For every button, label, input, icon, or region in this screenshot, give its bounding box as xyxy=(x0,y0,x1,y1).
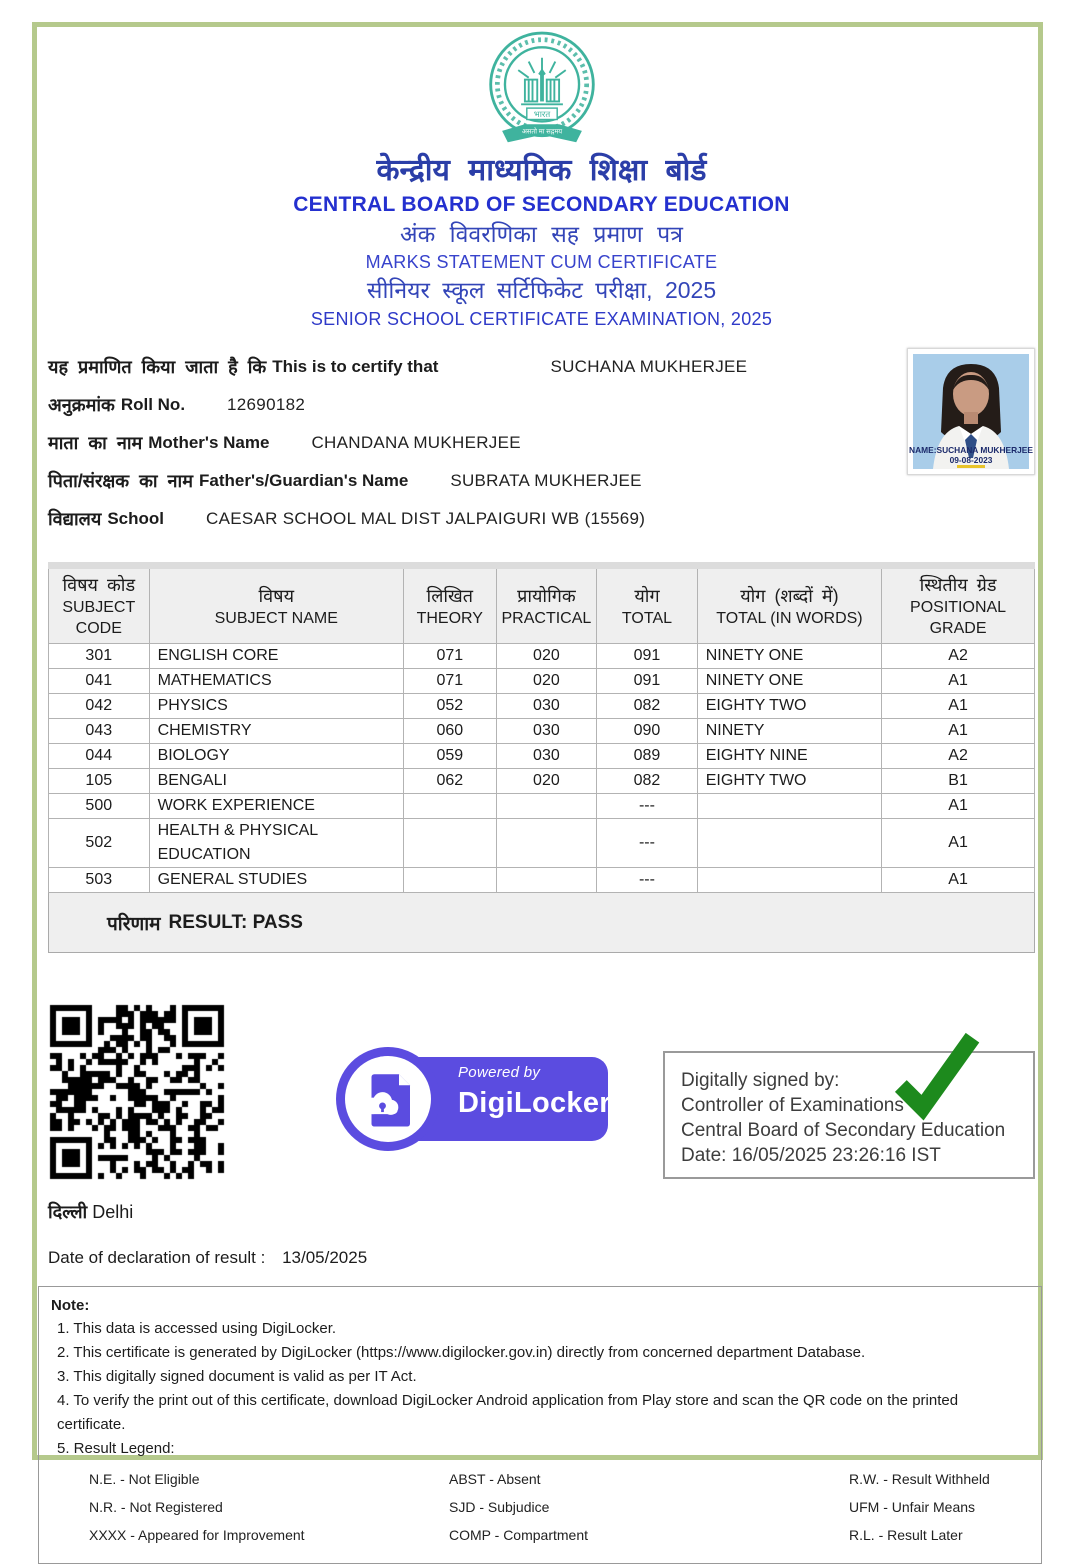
cell-subject-name: GENERAL STUDIES xyxy=(149,868,403,893)
mother-name: CHANDANA MUKHERJEE xyxy=(311,433,521,452)
cell-total-in-words xyxy=(697,819,881,868)
cell-total: --- xyxy=(597,819,698,868)
cell-total-in-words: NINETY ONE xyxy=(697,669,881,694)
school-label-english: School xyxy=(107,509,164,528)
cell-positional-grade: B1 xyxy=(882,769,1035,794)
table-row xyxy=(49,868,1035,893)
student-details xyxy=(48,348,1035,538)
roll-line xyxy=(48,386,1035,424)
exam-title-english: SENIOR SCHOOL CERTIFICATE EXAMINATION, 2025 xyxy=(310,309,773,329)
svg-text:भारत: भारत xyxy=(533,109,550,120)
legend-item: R.W. - Result Withheld xyxy=(849,1471,990,1487)
digilocker-powered-by-label: Powered by xyxy=(458,1064,541,1081)
cell-subject-name: ENGLISH CORE xyxy=(149,644,403,669)
student-name: SUCHANA MUKHERJEE xyxy=(550,357,748,376)
result-label-hindi: परिणाम xyxy=(107,913,161,935)
column-header xyxy=(882,566,1035,644)
table-row xyxy=(49,769,1035,794)
table-row xyxy=(49,669,1035,694)
school-label-hindi: विद्यालय xyxy=(48,509,102,529)
legend-item: N.E. - Not Eligible xyxy=(89,1471,200,1487)
column-header-english: TOTAL (IN WORDS) xyxy=(716,609,863,627)
cell-theory: 060 xyxy=(403,719,496,744)
cell-positional-grade: A1 xyxy=(882,819,1035,868)
cell-subject-code: 041 xyxy=(49,669,150,694)
note-item: 3. This digitally signed document is valid as per IT Act. xyxy=(57,1368,417,1385)
cell-subject-name: MATHEMATICS xyxy=(149,669,403,694)
cell-subject-code: 044 xyxy=(49,744,150,769)
column-header xyxy=(697,566,881,644)
cell-theory: 071 xyxy=(403,669,496,694)
note-item: 2. This certificate is generated by DigiLocker (https://www.digilocker.gov.in) directly from concerned department Database. xyxy=(57,1344,866,1361)
cell-subject-name: BENGALI xyxy=(149,769,403,794)
cell-practical xyxy=(496,794,597,819)
cell-subject-code: 105 xyxy=(49,769,150,794)
table-row xyxy=(49,644,1035,669)
legend-item: COMP - Compartment xyxy=(449,1527,588,1543)
cell-positional-grade: A2 xyxy=(882,644,1035,669)
column-header-hindi: योग xyxy=(634,585,660,606)
digital-signature-box xyxy=(663,1051,1035,1179)
table-row xyxy=(49,744,1035,769)
column-header-hindi: प्रायोगिक xyxy=(517,585,576,606)
cell-practical: 030 xyxy=(496,744,597,769)
cell-theory: 059 xyxy=(403,744,496,769)
cell-total: 089 xyxy=(597,744,698,769)
certificate-header xyxy=(48,30,1035,332)
cell-subject-name: PHYSICS xyxy=(149,694,403,719)
cell-total: --- xyxy=(597,868,698,893)
cell-subject-code: 500 xyxy=(49,794,150,819)
cell-total-in-words: EIGHTY TWO xyxy=(697,769,881,794)
column-header-hindi: योग (शब्दों में) xyxy=(740,585,839,606)
father-line xyxy=(48,462,1035,500)
signature-line-3: Central Board of Secondary Education xyxy=(681,1120,1006,1141)
cell-subject-name: HEALTH & PHYSICAL EDUCATION xyxy=(149,819,403,868)
cell-positional-grade: A1 xyxy=(882,868,1035,893)
cell-total-in-words: NINETY ONE xyxy=(697,644,881,669)
cell-subject-code: 503 xyxy=(49,868,150,893)
father-label-english: Father's/Guardian's Name xyxy=(198,471,409,490)
marks-table xyxy=(48,562,1035,893)
cell-positional-grade: A1 xyxy=(882,694,1035,719)
place-line xyxy=(48,1200,1035,1224)
doc-title-hindi: अंक विवरणिका सह प्रमाण पत्र xyxy=(400,221,683,247)
table-header-row xyxy=(49,566,1035,644)
column-header-hindi: विषय xyxy=(258,585,295,606)
legend-item: N.R. - Not Registered xyxy=(89,1499,223,1515)
cell-practical: 030 xyxy=(496,719,597,744)
column-header-english: SUBJECT CODE xyxy=(62,599,136,637)
place-english: Delhi xyxy=(92,1202,134,1222)
cell-theory: 062 xyxy=(403,769,496,794)
place-hindi: दिल्ली xyxy=(48,1202,88,1222)
cell-positional-grade: A1 xyxy=(882,719,1035,744)
student-photo xyxy=(907,348,1035,475)
declaration-label: Date of declaration of result : xyxy=(48,1248,266,1267)
cell-subject-name: CHEMISTRY xyxy=(149,719,403,744)
legend-item: SJD - Subjudice xyxy=(449,1499,550,1515)
cell-theory xyxy=(403,868,496,893)
cell-practical: 020 xyxy=(496,769,597,794)
signature-line-1: Digitally signed by: xyxy=(681,1070,840,1091)
column-header xyxy=(403,566,496,644)
school-line xyxy=(48,500,1035,538)
cell-positional-grade: A1 xyxy=(882,669,1035,694)
student-photo-image xyxy=(909,354,1033,469)
cell-subject-code: 042 xyxy=(49,694,150,719)
column-header-english: PRACTICAL xyxy=(501,609,592,627)
note-item: 5. Result Legend: xyxy=(57,1440,175,1457)
table-row xyxy=(49,694,1035,719)
legend-item: ABST - Absent xyxy=(449,1471,541,1487)
cell-practical: 020 xyxy=(496,644,597,669)
cell-practical xyxy=(496,819,597,868)
mother-line xyxy=(48,424,1035,462)
qr-code xyxy=(48,1003,226,1186)
cell-subject-code: 043 xyxy=(49,719,150,744)
table-row xyxy=(49,719,1035,744)
cell-positional-grade: A2 xyxy=(882,744,1035,769)
cell-theory: 071 xyxy=(403,644,496,669)
cell-theory xyxy=(403,819,496,868)
cell-total-in-words: EIGHTY TWO xyxy=(697,694,881,719)
cell-total: 091 xyxy=(597,644,698,669)
father-name: SUBRATA MUKHERJEE xyxy=(450,471,642,490)
cell-subject-name: BIOLOGY xyxy=(149,744,403,769)
column-header-hindi: स्थितीय ग्रेड xyxy=(919,575,997,595)
declaration-line xyxy=(48,1248,1035,1268)
note-box xyxy=(38,1286,1042,1564)
exam-title-hindi: सीनियर स्कूल सर्टिफिकेट परीक्षा, 2025 xyxy=(366,277,717,303)
doc-title-english: MARKS STATEMENT CUM CERTIFICATE xyxy=(365,252,718,272)
cell-practical: 020 xyxy=(496,669,597,694)
cell-total-in-words xyxy=(697,868,881,893)
cell-total: --- xyxy=(597,794,698,819)
cell-total: 082 xyxy=(597,694,698,719)
table-row xyxy=(49,819,1035,868)
board-name-english: CENTRAL BOARD OF SECONDARY EDUCATION xyxy=(293,193,790,216)
svg-text:असतो मा सद्गमय: असतो मा सद्गमय xyxy=(521,128,562,136)
qr-code-canvas xyxy=(48,1003,226,1181)
column-header xyxy=(149,566,403,644)
declaration-date: 13/05/2025 xyxy=(282,1248,368,1267)
roll-label-hindi: अनुक्रमांक xyxy=(48,395,115,415)
result-text: RESULT: PASS xyxy=(168,911,303,933)
result-legend xyxy=(51,1465,1029,1549)
cell-theory: 052 xyxy=(403,694,496,719)
cell-theory xyxy=(403,794,496,819)
certify-line xyxy=(48,348,1035,386)
certify-label-english: This is to certify that xyxy=(272,357,439,376)
legend-item: UFM - Unfair Means xyxy=(849,1499,976,1515)
signature-line-2: Controller of Examinations xyxy=(681,1095,904,1116)
svg-text:09-08-2023: 09-08-2023 xyxy=(949,455,993,465)
cell-subject-name: WORK EXPERIENCE xyxy=(149,794,403,819)
legend-item: XXXX - Appeared for Improvement xyxy=(89,1527,305,1543)
cell-positional-grade: A1 xyxy=(882,794,1035,819)
note-item: 1. This data is accessed using DigiLocker. xyxy=(57,1320,337,1337)
roll-number: 12690182 xyxy=(227,395,306,414)
digilocker-brand-label: DigiLocker xyxy=(458,1087,611,1119)
verified-check-icon xyxy=(889,1031,981,1131)
column-header xyxy=(496,566,597,644)
cell-practical xyxy=(496,868,597,893)
cell-subject-code: 502 xyxy=(49,819,150,868)
father-label-hindi: पिता/संरक्षक का नाम xyxy=(48,471,193,491)
column-header-english: SUBJECT NAME xyxy=(214,609,338,627)
table-row xyxy=(49,794,1035,819)
cell-subject-code: 301 xyxy=(49,644,150,669)
cell-total: 082 xyxy=(597,769,698,794)
column-header-hindi: विषय कोड xyxy=(62,575,136,595)
school-name: CAESAR SCHOOL MAL DIST JALPAIGURI WB (15569) xyxy=(206,509,646,528)
board-name-hindi: केन्द्रीय माध्यमिक शिक्षा बोर्ड xyxy=(376,154,707,187)
digilocker-document-icon xyxy=(355,1066,421,1132)
svg-text:NAME:SUCHANA MUKHERJEE: NAME:SUCHANA MUKHERJEE xyxy=(909,445,1033,455)
mother-label-english: Mother's Name xyxy=(148,433,270,452)
note-title: Note: xyxy=(51,1297,90,1314)
column-header-english: TOTAL xyxy=(621,609,673,627)
column-header xyxy=(49,566,150,644)
digilocker-badge xyxy=(336,1047,611,1151)
cell-total-in-words: EIGHTY NINE xyxy=(697,744,881,769)
result-band xyxy=(48,893,1035,953)
note-item: 4. To verify the print out of this certificate, download DigiLocker Android application from Play store and scan the QR code on the printed certificate. xyxy=(57,1392,959,1433)
signature-line-4: Date: 16/05/2025 23:26:16 IST xyxy=(681,1145,941,1166)
verification-row xyxy=(48,1003,1035,1186)
cell-total-in-words xyxy=(697,794,881,819)
roll-label-english: Roll No. xyxy=(120,395,186,414)
cell-total: 090 xyxy=(597,719,698,744)
legend-item: R.L. - Result Later xyxy=(849,1527,963,1543)
cell-practical: 030 xyxy=(496,694,597,719)
cell-total: 091 xyxy=(597,669,698,694)
column-header xyxy=(597,566,698,644)
cell-total-in-words: NINETY xyxy=(697,719,881,744)
cbse-emblem-icon xyxy=(485,30,599,152)
column-header-english: POSITIONAL GRADE xyxy=(910,599,1007,637)
column-header-hindi: लिखित xyxy=(426,585,474,606)
column-header-english: THEORY xyxy=(416,609,483,627)
certify-label-hindi: यह प्रमाणित किया जाता है कि xyxy=(48,357,267,377)
mother-label-hindi: माता का नाम xyxy=(48,433,143,453)
